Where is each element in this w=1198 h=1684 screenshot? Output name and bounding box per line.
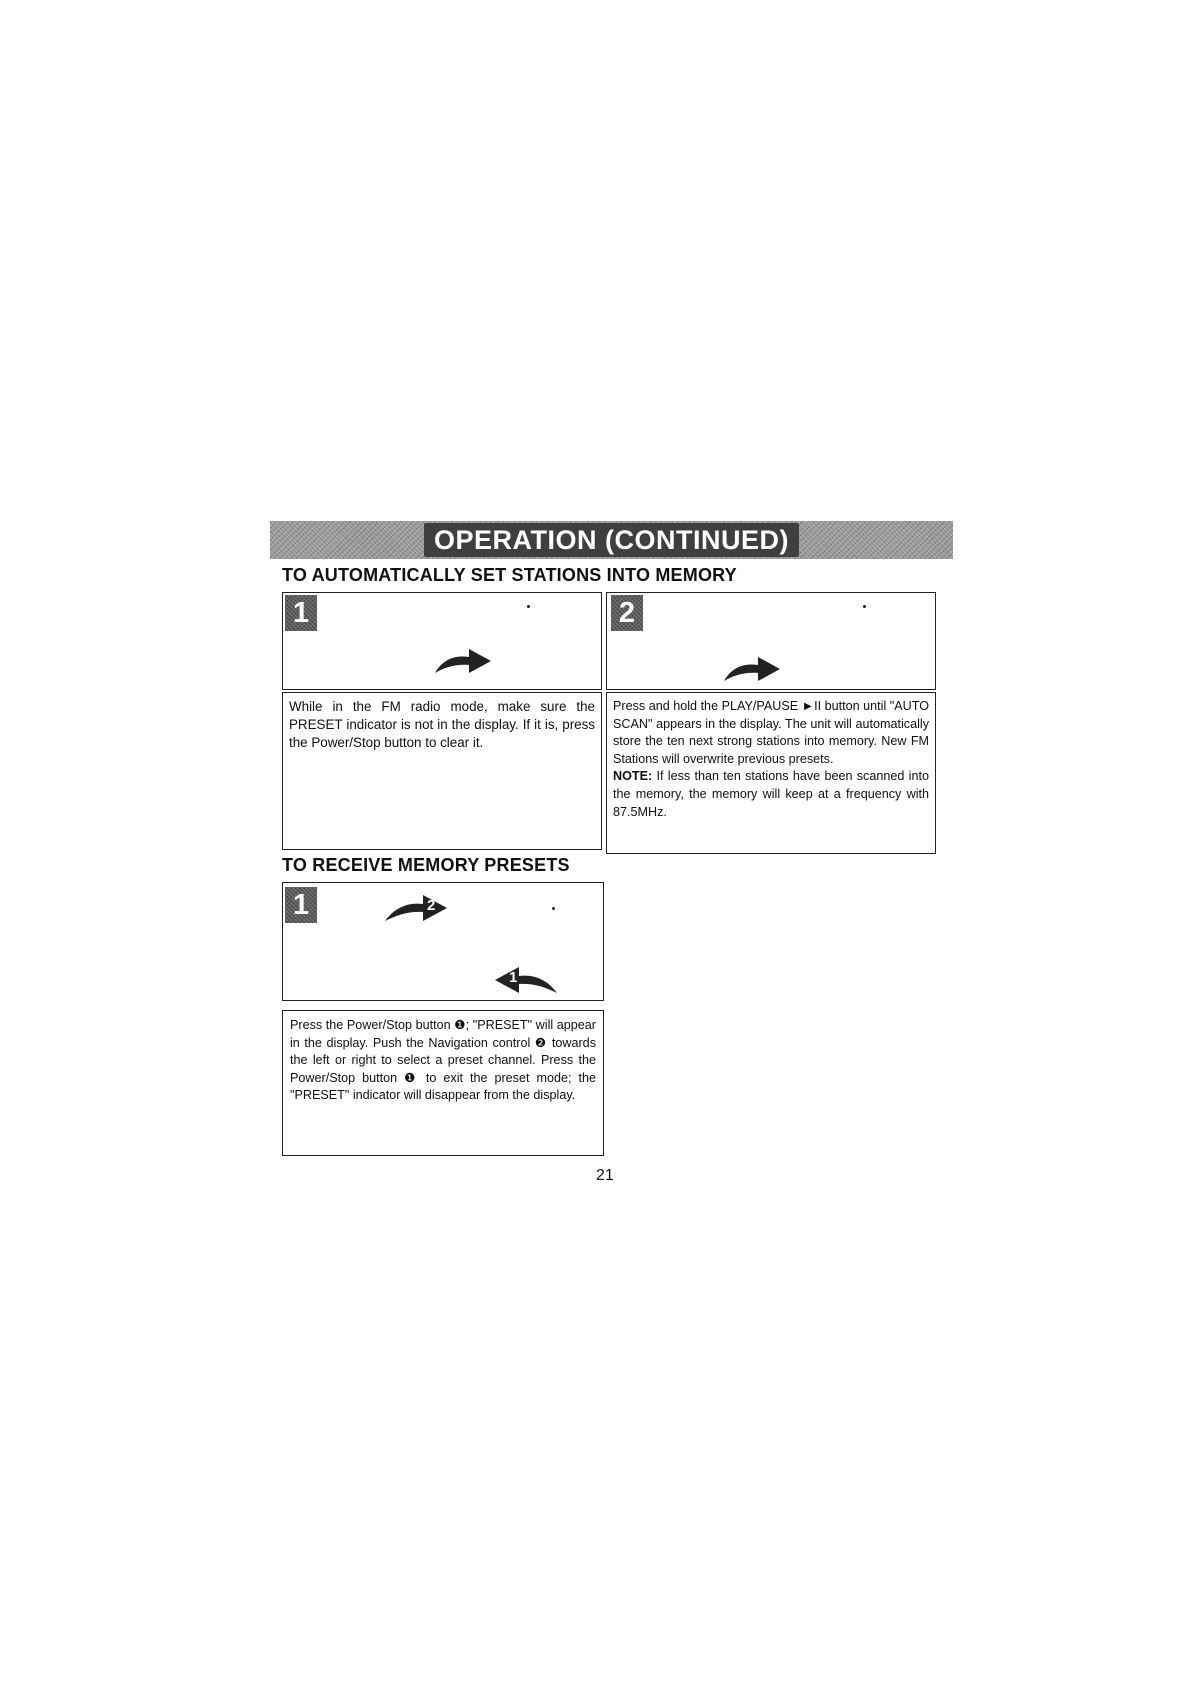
arrow-label-2: 2: [427, 897, 436, 914]
curved-arrow-right-icon: [383, 891, 449, 925]
navigation-arrow-left: [493, 963, 559, 997]
indicator-dot: [863, 605, 866, 608]
navigation-arrow-right: [383, 891, 449, 925]
indicator-dot: [552, 907, 555, 910]
step-badge: 2: [611, 595, 643, 631]
step1-instruction-box: [282, 692, 602, 850]
note-text: If less than ten stations have been scanned into the memory, the memory will keep at a frequency with 87.5MHz.: [613, 769, 929, 819]
step1-image-panel: [282, 592, 602, 690]
step2-instruction-text: [613, 698, 929, 821]
curved-arrow-right-icon: [433, 645, 493, 677]
note-label: NOTE:: [613, 769, 653, 784]
receive-step1-image-panel: [282, 882, 604, 1001]
page-number: 21: [596, 1167, 614, 1184]
arrow-label-1: 1: [509, 969, 518, 986]
curved-arrow-right-icon: [722, 653, 782, 685]
step2-instruction-box: [606, 692, 936, 854]
step-badge: 1: [285, 887, 317, 923]
banner-title: OPERATION (CONTINUED): [424, 523, 799, 557]
step2-body-text: Press and hold the PLAY/PAUSE ►II button until "AUTO SCAN" appears in the display. The unit will automatically store the ten next strong stations into memory. New FM Stations will overwrite previous presets.: [613, 699, 929, 766]
section-banner: [270, 521, 953, 559]
indicator-dot: [527, 605, 530, 608]
step2-image-panel: [606, 592, 936, 690]
step-badge: 1: [285, 595, 317, 631]
receive-step1-instruction-text: Press the Power/Stop button ❶; "PRESET" will appear in the display. Push the Navigation control ❷ towards the left or right to select a preset channel. Press the Power/Stop button ❶ to exit the preset mode; the "PRESET" indicator will disappear from the display.: [290, 1018, 596, 1103]
receive-step1-instruction-box: [282, 1010, 604, 1156]
section-heading-auto: TO AUTOMATICALLY SET STATIONS INTO MEMORY: [282, 565, 737, 585]
section-heading-receive: TO RECEIVE MEMORY PRESETS: [282, 855, 570, 875]
step1-instruction-text: While in the FM radio mode, make sure the PRESET indicator is not in the display. If it is, press the Power/Stop button to clear it.: [289, 699, 595, 751]
curved-arrow-left-icon: [493, 963, 559, 997]
